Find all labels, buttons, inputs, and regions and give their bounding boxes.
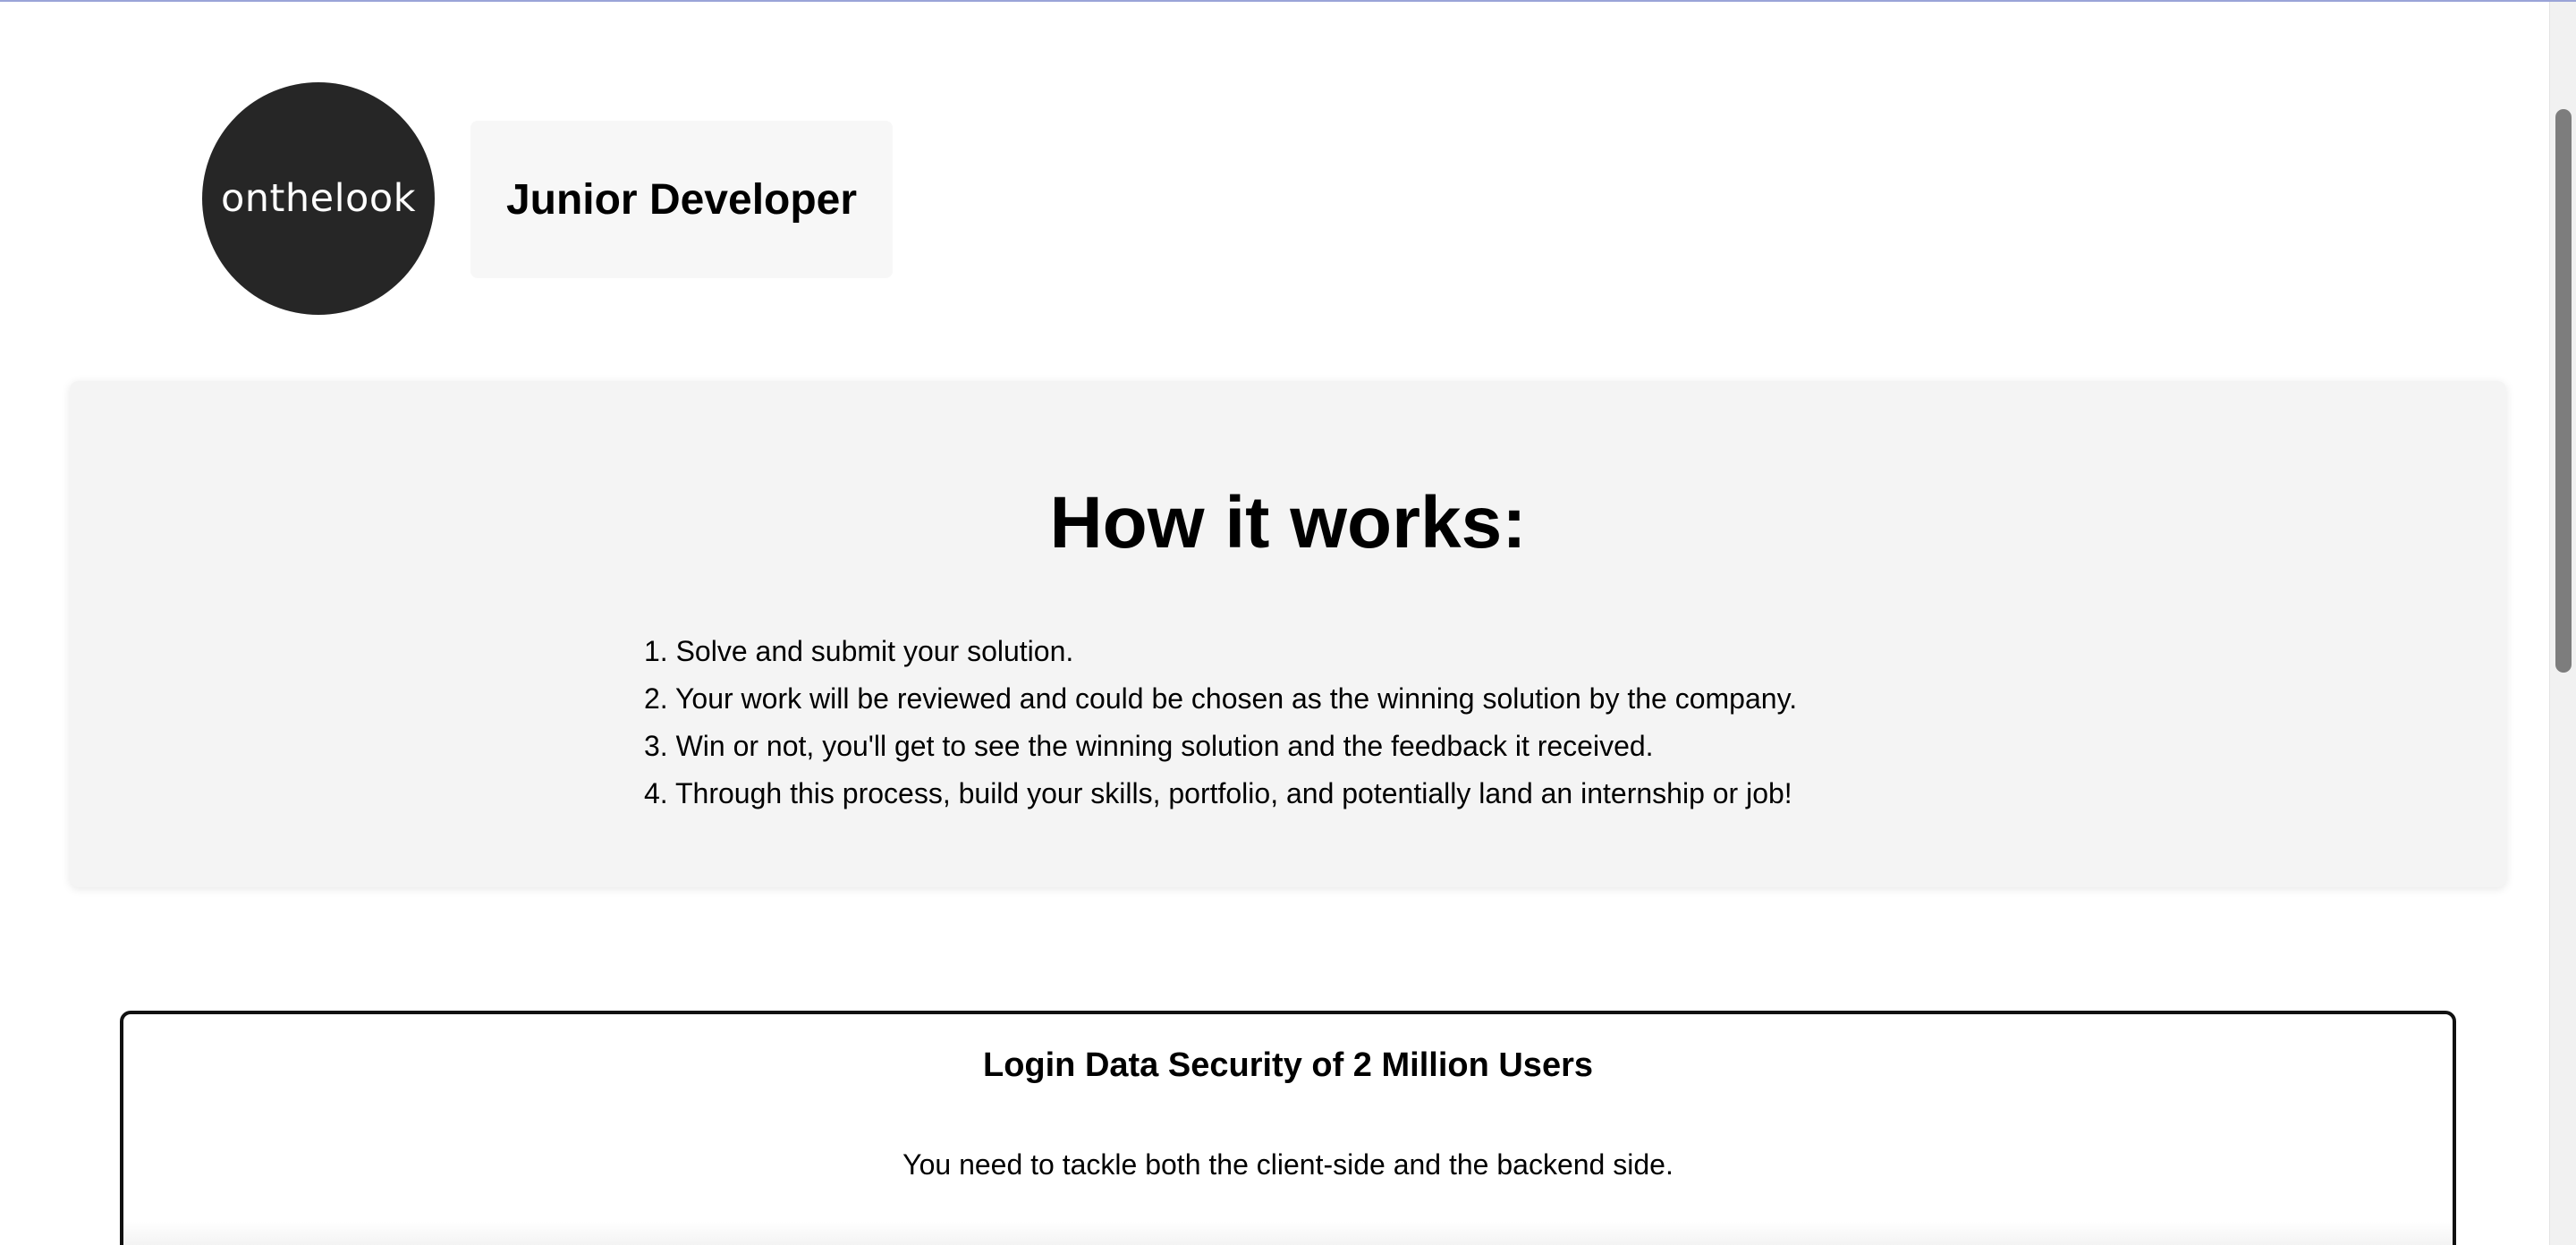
how-it-works-title: How it works: xyxy=(1049,482,1527,563)
step-item: 3. Win or not, you'll get to see the winning solution and the feedback it received. xyxy=(644,730,1654,762)
role-title: Junior Developer xyxy=(505,175,858,224)
challenge-title: Login Data Security of 2 Million Users xyxy=(982,1046,1593,1084)
challenge-card[interactable] xyxy=(120,1011,2456,1245)
challenge-description: You need to tackle both the client-side and the backend side. xyxy=(902,1148,1674,1181)
company-logo xyxy=(202,82,435,315)
step-item: 4. Through this process, build your skills, portfolio, and potentially land an internship or job! xyxy=(644,777,1792,809)
step-item: 1. Solve and submit your solution. xyxy=(644,635,1074,667)
scrollbar-thumb[interactable] xyxy=(2555,109,2572,673)
step-item: 2. Your work will be reviewed and could be chosen as the winning solution by the company. xyxy=(644,682,1798,715)
vertical-scrollbar[interactable] xyxy=(2549,2,2576,1245)
role-badge xyxy=(470,121,893,278)
steps-list xyxy=(644,628,1797,817)
logo-text: onthelook xyxy=(220,176,417,221)
how-it-works-card xyxy=(70,381,2506,887)
content-fade-overlay xyxy=(123,1222,2453,1245)
